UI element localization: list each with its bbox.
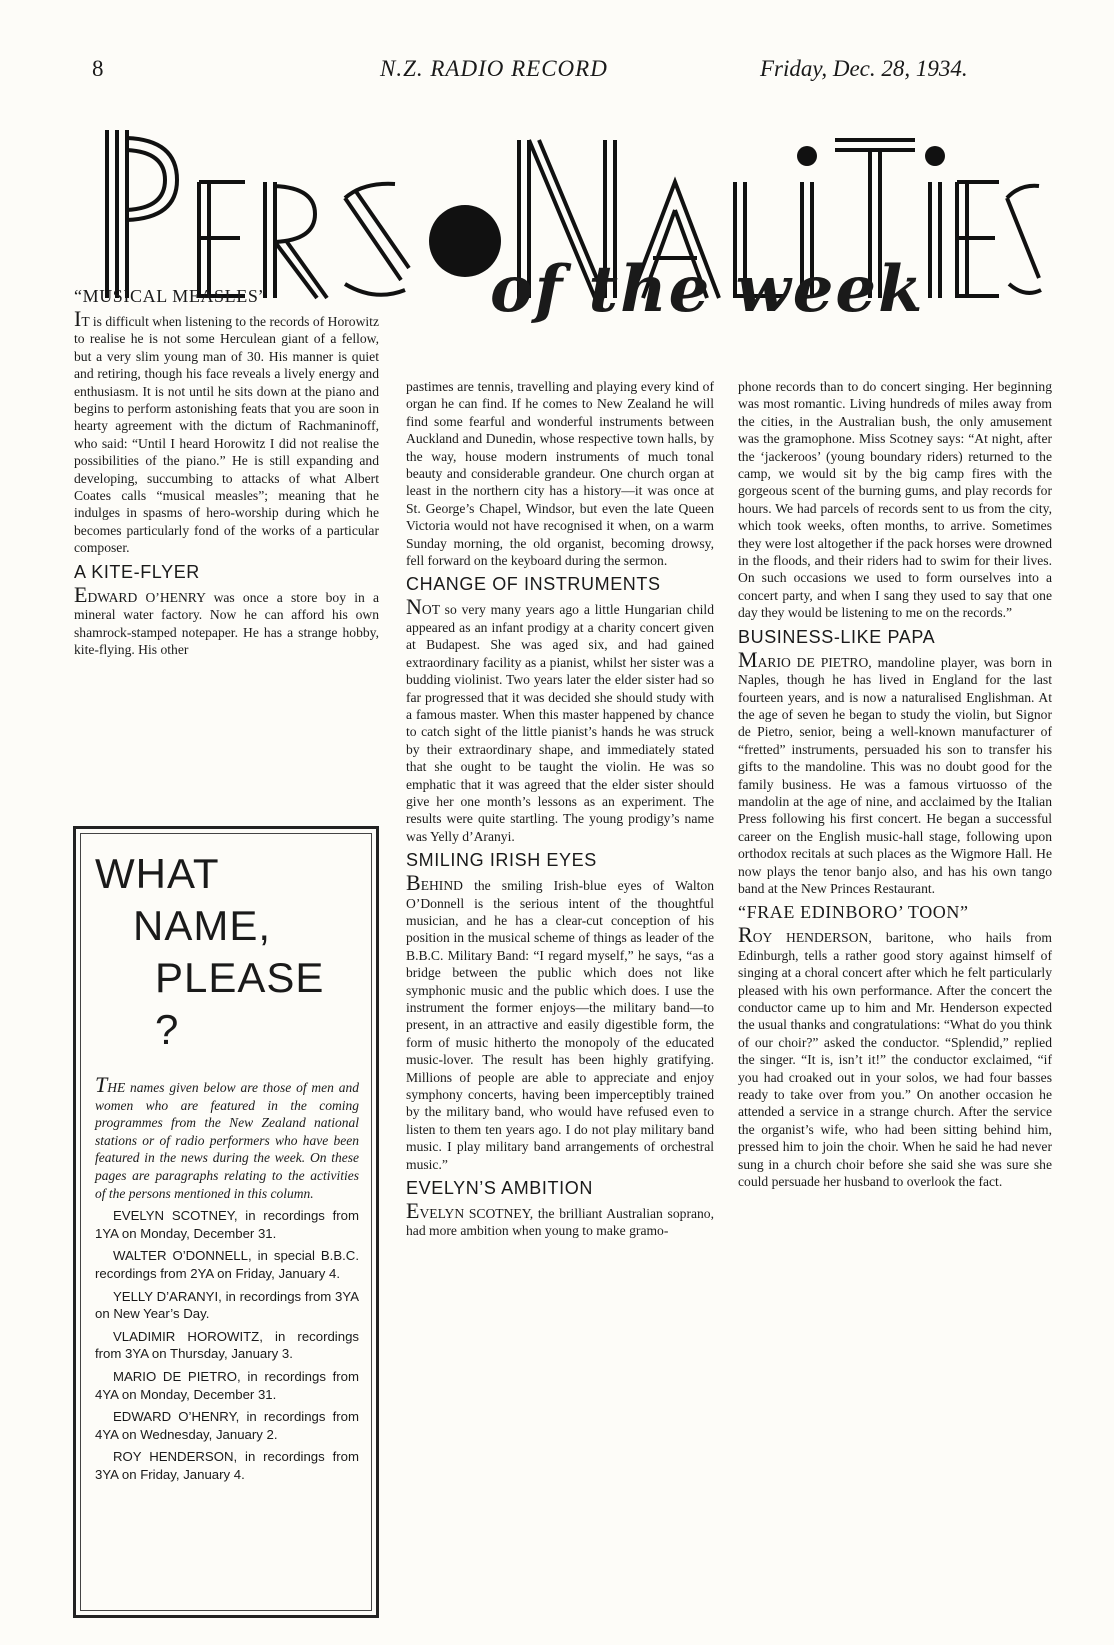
article-heading: A KITE-FLYER xyxy=(74,561,200,582)
article-body: pastimes are tennis, travelling and playing every kind of organ he can find. If he comes to New Zealand he will find some fearful and wonderful instruments between Auckland and Dunedin, whose respective town halls, by the way, house modern instruments of much tonal beauty and considerable grandeur. One church organ at least in the northern city has a history—it was once at St. George’s Chapel, Windsor, but even the late Queen Victoria would not have recognised it when, on a warm Sunday morning, the old organist, becoming drowsy, fell forward on the keyboard during the sermon. xyxy=(406,379,714,569)
article-body: NOT so very many years ago a little Hungarian child appeared as an infant prodigy at a charity concert given at Budapest. She was aged six, and had gained extraordinary facility as a pianist, whilst her sister was a budding violinist. Two years later the elder sister had so far progressed that it was decided she should study with a famous master. When this master happened by chance to catch sight of the little pianist’s hands he was struck by their extraordinary shape, and immediately stated that she ought to be taught the violin. He was so emphatic that it was agreed that the elder sister should give her one month’s lessons as an experiment. The results were quite startling. The young prodigy’s name was Yelly d’Aranyi. xyxy=(406,594,714,844)
column-2 xyxy=(406,378,714,1240)
list-item: WALTER O’DONNELL, in special B.B.C. recordings from 2YA on Friday, January 4. xyxy=(95,1248,359,1281)
list-item: ROY HENDERSON, in recordings from 3YA on Friday, January 4. xyxy=(95,1449,359,1482)
article-heading: “FRAE EDINBORO’ TOON” xyxy=(738,902,969,923)
article-body: ROY HENDERSON, baritone, who hails from Edinburgh, tells a rather good story against himself of singing at a choral concert after which he felt particularly pleased with his own performance. After the concert the conductor came up to him and Mr. Henderson expected the usual thanks and congratulations: “What do you think of our choir?” asked the conductor. “Splendid,” replied the singer. “It is, isn’t it!” the conductor exclaimed, “if you had croaked out in your solos, we had four basses ready to take over from you.” On another occasion he attended a service in a strange church. After the service the organist’s wife, who had been sitting behind him, pressed him to join the choir. When he said he had never sung in a church choir before she said she was sure she could persuade her husband to overlook the fact. xyxy=(738,922,1052,1190)
banner-subtitle: of the week xyxy=(490,252,925,327)
article-body: IT is difficult when listening to the records of Horowitz to realise he is not some Herculean giant of a fellow, but a very slim young man of 30. His manner is quiet and retiring, though his face reveals a lively energy and enthusiasm. It is not until he sits down at the piano and begins to perform astonishing feats that you are soon in hearty agreement with the dictum of Rachmaninoff, who said: “Until I heard Horowitz I did not realise the possibilities of the piano.” He is still expanding and developing, succumbing to attacks of what Albert Coates calls “musical measles”; meaning that he indulges in spasms of hero-worship during which he becomes particularly fond of the works of a particular composer. xyxy=(74,306,379,556)
article-body: EDWARD O’HENRY was once a store boy in a mineral water factory. Now he can afford his own shamrock-stamped notepaper. He has a strange hobby, kite-flying. His other xyxy=(74,581,379,657)
box-intro: THE names given below are those of men and women who are featured in the coming programmes from the New Zealand national stations or of radio performers who have been featured in the news during the week. On these pages are paragraphs relating to the activities of the persons mentioned in this column. xyxy=(95,1072,359,1201)
box-title-line: WHAT xyxy=(95,850,220,897)
list-item: EDWARD O’HENRY, in recordings from 4YA on Wednesday, January 2. xyxy=(95,1409,359,1442)
article-heading: “MUSICAL MEASLES” xyxy=(74,286,268,306)
article-heading: SMILING IRISH EYES xyxy=(406,850,597,871)
box-title-line: PLEASE ? xyxy=(155,954,325,1053)
box-title-line: NAME, xyxy=(133,902,272,949)
article-heading: EVELYN’S AMBITION xyxy=(406,1178,593,1199)
list-item: YELLY D’ARANYI, in recordings from 3YA on New Year’s Day. xyxy=(95,1288,359,1322)
list-item: VLADIMIR HOROWITZ, in recordings from 3YA on Thursday, January 3. xyxy=(95,1328,359,1362)
issue-date: Friday, Dec. 28, 1934. xyxy=(760,56,968,81)
column-1 xyxy=(74,281,379,658)
what-name-please-box xyxy=(73,826,379,1618)
list-item: MARIO DE PIETRO, in recordings from 4YA on Monday, December 31. xyxy=(95,1368,359,1402)
column-3 xyxy=(738,378,1052,1190)
article-body: MARIO DE PIETRO, mandoline player, was born in Naples, though he has lived in England for the last fourteen years, and is now a naturalised Englishman. At the age of seven he began to study the violin, but Signor de Pietro, senior, being a well-known manufacturer of “fretted” instruments, persuaded his son to transfer his gifts to the mandoline. This was no doubt good for the family business. He was a famous virtuosso of the mandolin at the age of nine, and acclaimed by the Italian Press following his first concert. He began a successful career on the English music-hall stage, following upon orthodox recitals at such places as the Wigmore Hall. He now plays the tenor banjo also, and has his own tango band at the New Princes Restaurant. xyxy=(738,646,1052,896)
article-body: EVELYN SCOTNEY, the brilliant Australian soprano, had more ambition when young to make gramo- xyxy=(406,1198,714,1239)
article-body: BEHIND the smiling Irish-blue eyes of Walton O’Donnell is the serious intent of the thoughtful musician, and he has a clear-cut conception of his position in the musical scheme of things as leader of the B.B.C. Military Band: “I regard myself,” he says, “as a bridge between the public which does not like symphonic music and the public which does. I use the instrument the former enjoys—the military band—to present, in an attractive and easily digestible form, the form of music hitherto the monopoly of the educated music-lover. The result has been highly gratifying. Millions of people are able to appreciate and enjoy symphony concerts, having been imperceptibly trained by the military band, who would have refused even to listen to them ten years ago. I do not play military band music. I play military band arrangements of orchestral music.” xyxy=(406,870,714,1172)
list-item: EVELYN SCOTNEY, in recordings from 1YA on Monday, December 31. xyxy=(95,1208,359,1241)
article-heading: BUSINESS-LIKE PAPA xyxy=(738,626,936,647)
article-body: phone records than to do concert singing. Her beginning was most romantic. Living hundreds of miles away from the cities, in the Australian bush, the only amusement was the gramophone. Miss Scotney says: “At night, after the ‘jackeroos’ (young boundary riders) returned to the camp, we would sit by the big camp fires with the gorgeous scent of the burning gums, and play records for hours. We had parcels of records sent to us from the city, which took weeks, often months, to arrive. Sometimes they were lost altogether if the pack horses were drowned in the floods, and their riders had to swim for their lives. On such occasions we used to form ourselves into a concert party, and when I sang they used to say that one day they would be listening to me on the records.” xyxy=(738,379,1052,621)
article-heading: CHANGE OF INSTRUMENTS xyxy=(406,574,661,595)
publication-title: N.Z. RADIO RECORD xyxy=(380,56,608,81)
page-number: 8 xyxy=(92,56,104,81)
